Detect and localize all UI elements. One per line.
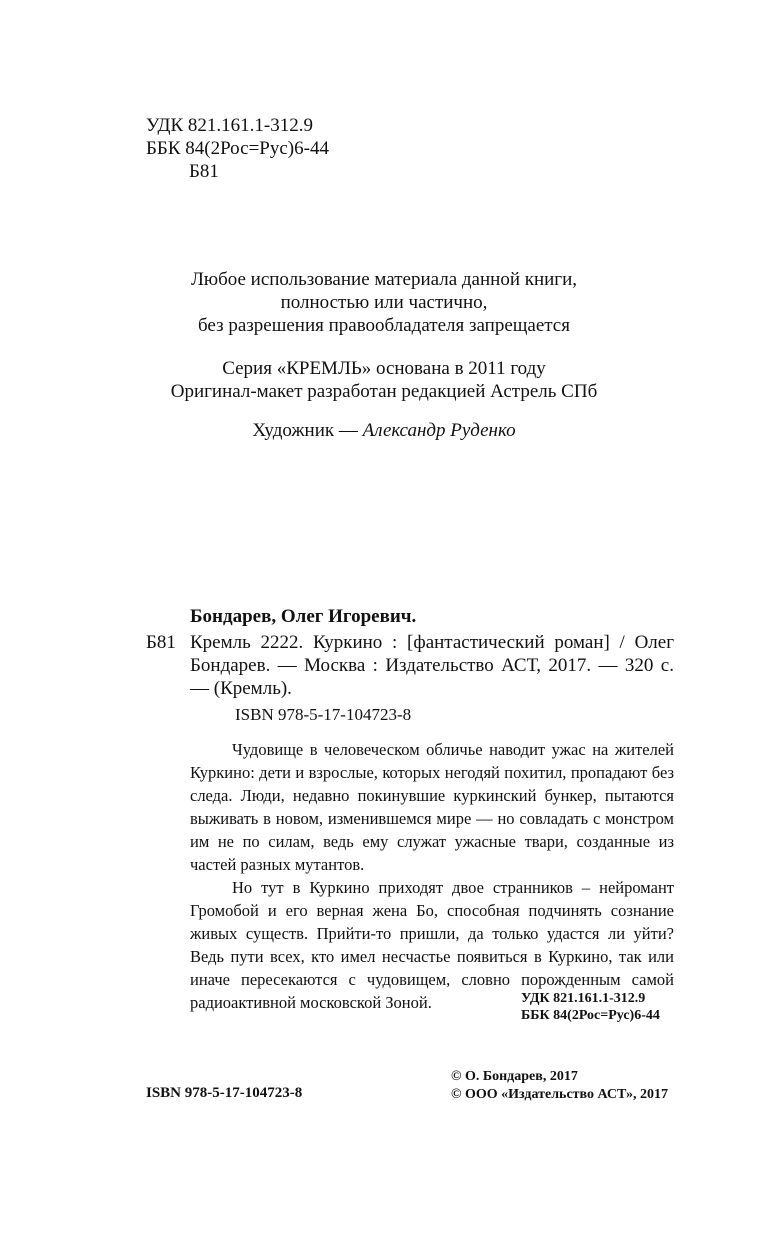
- layout-line: Оригинал-макет разработан редакцией Астрель СПб: [170, 381, 598, 402]
- copyright-publisher: © ООО «Издательство АСТ», 2017: [451, 1087, 669, 1102]
- rights-line-3: без разрешения правообладателя запрещается: [198, 315, 570, 336]
- classification-block: [146, 114, 329, 183]
- bib-mark: Б81: [146, 632, 176, 653]
- bib-isbn: ISBN 978-5-17-104723-8: [235, 705, 412, 724]
- artist-name: Александр Руденко: [362, 420, 516, 441]
- bottom-bbk: ББК 84(2Рос=Рус)6-44: [521, 1008, 660, 1023]
- annotation: [190, 738, 674, 1014]
- rights-notice: [0, 268, 768, 337]
- annotation-paragraph-2: Но тут в Куркино приходят двое странников – нейромант Громобой и его верная жена Бо, способная подчинять сознание живых существ. Прийти-то пришли, да только удастся ли уйти? Ведь пути всех, кто имел несчастье появиться в Куркино, так или иначе пересекаются с чудовищем, словно порожденным самой радиоактивной московской Зоной.: [190, 878, 674, 1012]
- annotation-paragraph-1: Чудовище в человеческом обличье наводит ужас на жителей Куркино: дети и взрослые, которых негодяй похитил, пропадают без следа. Люди, недавно покинувшие куркинский бункер, пытаются выживать в новом, изменившемся мире — но совладать с монстром им не по силам, ведь ему служат ужасные твари, созданные из частей разных мутантов.: [190, 740, 674, 874]
- bib-description: Кремль 2222. Куркино : [фантастический роман] / Олег Бондарев. — Москва : Издательство АСТ, 2017. — 320 с. — (Кремль).: [190, 632, 674, 699]
- isbn-bottom: ISBN 978-5-17-104723-8: [146, 1085, 303, 1101]
- copyright-block: [451, 1068, 668, 1104]
- rights-line-2: полностью или частично,: [280, 292, 488, 313]
- series-info: [0, 357, 768, 403]
- copyright-author: © О. Бондарев, 2017: [451, 1069, 578, 1084]
- bottom-codes: [521, 990, 660, 1024]
- bib-author: Бондарев, Олег Игоревич.: [190, 606, 417, 627]
- bottom-udk: УДК 821.161.1-312.9: [521, 991, 646, 1006]
- series-line: Серия «КРЕМЛЬ» основана в 2011 году: [222, 358, 546, 379]
- udk-code: УДК 821.161.1-312.9: [146, 115, 313, 136]
- artist-label: Художник —: [252, 420, 363, 441]
- bbk-code: ББК 84(2Рос=Рус)6-44: [146, 138, 329, 159]
- rights-line-1: Любое использование материала данной книги,: [190, 269, 578, 290]
- author-mark: Б81: [189, 161, 219, 182]
- artist-credit: [0, 419, 768, 442]
